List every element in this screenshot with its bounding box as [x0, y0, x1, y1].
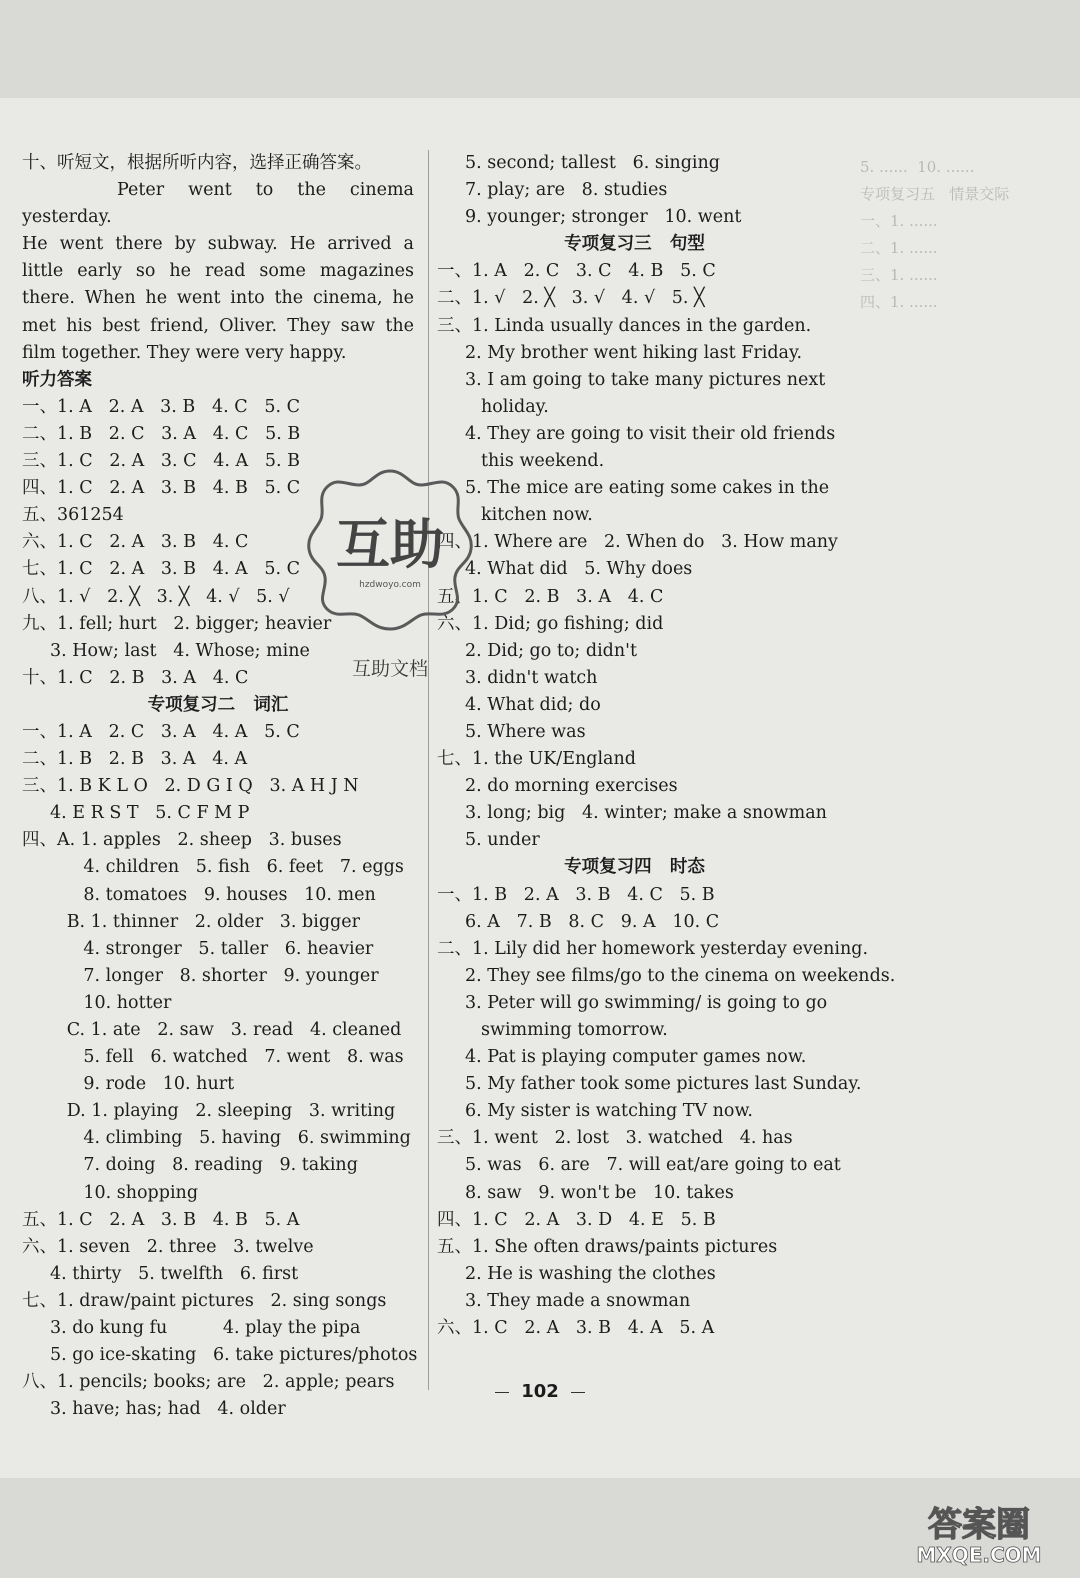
- answer-line: 七、1. the UK/England: [437, 749, 636, 770]
- column-divider: [428, 150, 429, 1390]
- answer-line: 2. He is washing the clothes: [465, 1263, 716, 1284]
- answer-line: 3. How; last 4. Whose; mine: [50, 640, 310, 661]
- answer-line: 专项复习四 时态: [564, 857, 705, 878]
- answer-line: 5. The mice are eating some cakes in the: [465, 478, 830, 499]
- page-footer: [0, 1381, 1080, 1402]
- answer-line: Peter went to the cinema yesterday.: [22, 180, 414, 228]
- answer-line: 三、1. went 2. lost 3. watched 4. has: [437, 1128, 793, 1149]
- answer-line: He went there by subway. He arrived a: [22, 234, 414, 255]
- answer-line: 六、1. seven 2. three 3. twelve: [22, 1236, 314, 1257]
- answer-line: 八、1. pencils; books; are 2. apple; pears: [22, 1372, 395, 1393]
- faint-bleed-line: 一、1. ......: [860, 212, 938, 230]
- stamp-main-text: 互助: [336, 513, 444, 576]
- answer-line: 三、1. Linda usually dances in the garden.: [437, 315, 812, 336]
- answer-line: 5. was 6. are 7. will eat/are going to eat: [465, 1155, 841, 1176]
- right-column-bleed-through: [860, 154, 1060, 316]
- answer-line: 专项复习二 词汇: [147, 694, 289, 715]
- answer-line: 五、361254: [22, 505, 124, 526]
- answer-line: 5. under: [465, 830, 540, 851]
- answer-line: 三、1. B K L O 2. D G I Q 3. A H J N: [22, 776, 359, 797]
- stamp-url-text: hzdwoyo.com: [359, 580, 421, 590]
- answer-page: [0, 98, 1080, 1478]
- answer-line: 一、1. A 2. C 3. A 4. A 5. C: [22, 721, 300, 742]
- answer-line: 4. climbing 5. having 6. swimming: [50, 1128, 411, 1149]
- answer-line: little early so he read some magazines: [22, 261, 414, 282]
- answer-line: 五、1. C 2. B 3. A 4. C: [437, 586, 664, 607]
- answer-line: 5. My father took some pictures last Sunday.: [465, 1074, 862, 1095]
- answer-line: 二、1. B 2. B 3. A 4. A: [22, 749, 248, 770]
- answer-line: 9. younger; stronger 10. went: [465, 207, 742, 228]
- answer-line: 4. E R S T 5. C F M P: [50, 803, 250, 824]
- answer-line: 5. second; tallest 6. singing: [465, 153, 720, 173]
- answer-line: 一、1. A 2. C 3. C 4. B 5. C: [437, 261, 716, 282]
- answer-line: 6. My sister is watching TV now.: [465, 1101, 753, 1122]
- answer-line: 7. doing 8. reading 9. taking: [50, 1155, 358, 1176]
- faint-bleed-line: 四、1. ......: [860, 293, 938, 311]
- answer-line: 4. What did 5. Why does: [465, 559, 693, 580]
- answer-line: 六、1. C 2. A 3. B 4. C: [22, 532, 249, 553]
- answer-line: met his best friend, Oliver. They saw the: [22, 315, 414, 336]
- answer-line: 二、1. B 2. C 3. A 4. C 5. B: [22, 423, 301, 444]
- left-column: [22, 150, 418, 1423]
- answer-line: C. 1. ate 2. saw 3. read 4. cleaned: [50, 1020, 402, 1040]
- answer-line: 2. do morning exercises: [465, 776, 678, 797]
- answer-line: 四、1. C 2. A 3. B 4. B 5. C: [22, 478, 301, 499]
- answer-line: 4. children 5. fish 6. feet 7. eggs: [50, 857, 404, 878]
- answer-line: 4. stronger 5. taller 6. heavier: [50, 938, 374, 959]
- answer-line: 五、1. C 2. A 3. B 4. B 5. A: [22, 1209, 300, 1230]
- answer-line: 四、1. C 2. A 3. D 4. E 5. B: [437, 1209, 716, 1230]
- answer-line: 3. didn't watch: [465, 667, 598, 688]
- answer-line: 七、1. C 2. A 3. B 4. A 5. C: [22, 559, 300, 580]
- answer-line: 4. Pat is playing computer games now.: [465, 1047, 807, 1068]
- corner-watermark-logo: [887, 1498, 1072, 1568]
- answer-line: 九、1. fell; hurt 2. bigger; heavier: [22, 613, 332, 634]
- answer-line: 二、1. Lily did her homework yesterday evening.: [437, 938, 869, 959]
- answer-line: 2. My brother went hiking last Friday.: [465, 342, 803, 363]
- answer-line: 三、1. C 2. A 3. C 4. A 5. B: [22, 451, 300, 472]
- answer-line: 3. do kung fu 4. play the pipa: [50, 1318, 361, 1339]
- answer-line: 3. long; big 4. winter; make a snowman: [465, 803, 827, 824]
- faint-bleed-line: 专项复习五 情景交际: [860, 185, 1010, 203]
- answer-line: 6. A 7. B 8. C 9. A 10. C: [465, 911, 720, 932]
- faint-bleed-line: 二、1. ......: [860, 239, 938, 257]
- faint-bleed-line: 5. ...... 10. ......: [860, 158, 975, 176]
- answer-line: holiday.: [481, 396, 549, 417]
- answer-line: 六、1. Did; go fishing; did: [437, 613, 664, 634]
- answer-line: 5. fell 6. watched 7. went 8. was: [50, 1047, 404, 1068]
- answer-line: 3. I am going to take many pictures next: [465, 369, 826, 390]
- answer-line: 8. tomatoes 9. houses 10. men: [50, 884, 376, 905]
- answer-line: 4. They are going to visit their old friends: [465, 423, 836, 444]
- faint-bleed-line: 三、1. ......: [860, 266, 938, 284]
- answer-line: 10. shopping: [50, 1182, 199, 1203]
- answer-line: 7. longer 8. shorter 9. younger: [50, 965, 379, 986]
- middle-column: [437, 150, 896, 1342]
- answer-line: 8. saw 9. won't be 10. takes: [465, 1182, 734, 1203]
- answer-line: kitchen now.: [481, 505, 593, 526]
- answer-line: 四、1. Where are 2. When do 3. How many: [437, 532, 838, 553]
- answer-line: 十、1. C 2. B 3. A 4. C: [22, 667, 249, 688]
- svg-text:答案圈: 答案圈: [928, 1505, 1030, 1545]
- answer-line: 3. Peter will go swimming/ is going to go: [465, 992, 828, 1013]
- stamp-logo: [305, 463, 475, 633]
- answer-line: 3. have; has; had 4. older: [50, 1399, 286, 1420]
- answer-line: there. When he went into the cinema, he: [22, 288, 414, 309]
- answer-line: 四、A. 1. apples 2. sheep 3. buses: [22, 830, 342, 851]
- answer-line: 五、1. She often draws/paints pictures: [437, 1236, 778, 1257]
- answer-line: 10. hotter: [50, 992, 172, 1013]
- answer-line: 七、1. draw/paint pictures 2. sing songs: [22, 1290, 387, 1311]
- svg-text:MXQE.COM: MXQE.COM: [916, 1543, 1042, 1567]
- answer-line: 4. thirty 5. twelfth 6. first: [50, 1263, 299, 1284]
- answer-line: 专项复习三 句型: [564, 234, 705, 255]
- answer-line: B. 1. thinner 2. older 3. bigger: [50, 911, 360, 932]
- answer-line: this weekend.: [481, 451, 605, 472]
- answer-line: swimming tomorrow.: [481, 1020, 668, 1040]
- answer-line: 5. Where was: [465, 721, 586, 742]
- page-number: 102: [521, 1381, 559, 1402]
- answer-line: 听力答案: [22, 369, 92, 390]
- answer-line: 八、1. √ 2. ╳ 3. ╳ 4. √ 5. √: [22, 586, 290, 607]
- answer-line: 一、1. B 2. A 3. B 4. C 5. B: [437, 884, 715, 905]
- answer-line: 二、1. √ 2. ╳ 3. √ 4. √ 5. ╳: [437, 288, 705, 309]
- answer-line: 9. rode 10. hurt: [50, 1074, 235, 1095]
- answer-line: 2. Did; go to; didn't: [465, 640, 637, 661]
- answer-line: 5. go ice-skating 6. take pictures/photos: [50, 1345, 418, 1366]
- answer-line: film together. They were very happy.: [22, 342, 347, 363]
- answer-line: 六、1. C 2. A 3. B 4. A 5. A: [437, 1318, 715, 1339]
- answer-line: 十、听短文，根据所听内容，选择正确答案。: [22, 153, 372, 173]
- answer-line: 2. They see films/go to the cinema on weekends.: [465, 965, 896, 986]
- answer-line: 4. What did; do: [465, 694, 601, 715]
- answer-line: D. 1. playing 2. sleeping 3. writing: [50, 1101, 396, 1122]
- answer-line: 7. play; are 8. studies: [465, 180, 668, 201]
- stamp-caption: 互助文档: [352, 658, 429, 680]
- answer-line: 3. They made a snowman: [465, 1290, 691, 1311]
- answer-line: 一、1. A 2. A 3. B 4. C 5. C: [22, 396, 300, 417]
